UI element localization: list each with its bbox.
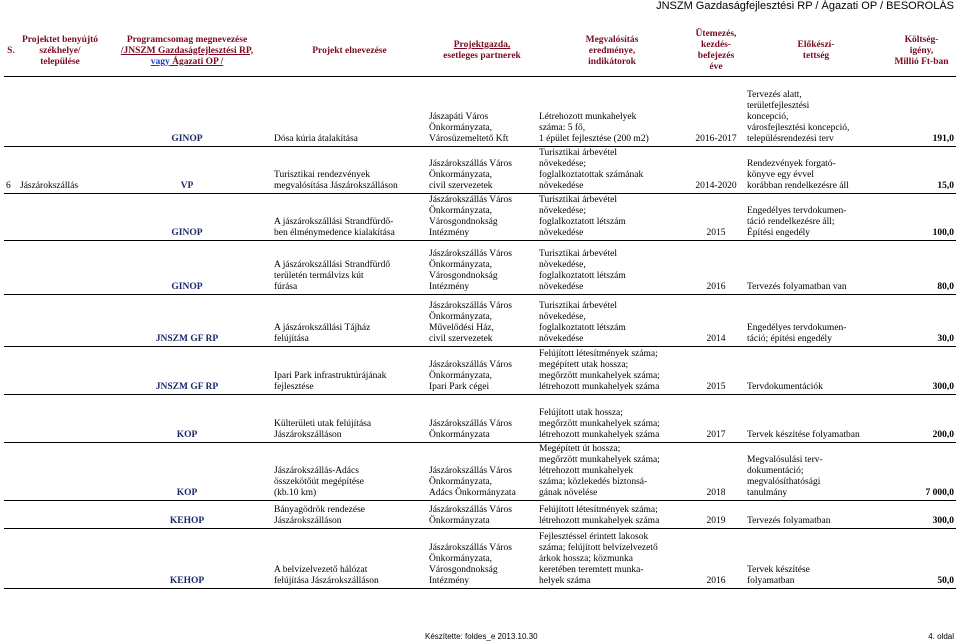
- cell-year: 2015: [687, 194, 745, 241]
- cell-prep: Tervek készítése folyamatban: [745, 395, 887, 443]
- table-row: [4, 241, 956, 295]
- footer-page-number: 4. oldal: [928, 632, 954, 641]
- cell-year: 2019: [687, 501, 745, 529]
- col-header-gazda-line2: esetleges partnerek: [443, 51, 521, 61]
- cell-program: GINOP: [102, 241, 272, 295]
- cell-program: JNSZM GF RP: [102, 347, 272, 395]
- cell-prep: Megvalósulási terv- dokumentáció; megvalósíthatósági tanulmány: [745, 443, 887, 501]
- table-row: [4, 147, 956, 194]
- cell-szekhely: [18, 241, 102, 295]
- cell-cost: 7 000,0: [887, 443, 956, 501]
- cell-szekhely: Jászárokszállás: [18, 147, 102, 194]
- cell-szekhely: [18, 347, 102, 395]
- col-header-gazda-line1: Projektgazda,: [453, 40, 511, 50]
- table-row: [4, 295, 956, 347]
- col-header-sorszam: S.: [4, 26, 18, 77]
- cell-result: Turisztikai árbevétel növekedése, foglalkoztatott létszám növekedése: [537, 295, 687, 347]
- page-header: [0, 0, 960, 14]
- cell-result: Létrehozott munkahelyek száma: 5 fő, 1 épület fejlesztése (200 m2): [537, 77, 687, 147]
- cell-project: Turisztikai rendezvények megvalósítása Jászárokszálláson: [272, 147, 427, 194]
- cell-prep: Engedélyes tervdokumen- táció; építési engedély: [745, 295, 887, 347]
- cell-result: Turisztikai árbevétel növekedése; foglalkoztatottak számának növekedése: [537, 147, 687, 194]
- cell-prep: Tervezés folyamatban van: [745, 241, 887, 295]
- cell-szekhely: [18, 501, 102, 529]
- col-header-projekt: Projekt elnevezése: [272, 26, 427, 77]
- cell-prep: Tervek készítése folyamatban: [745, 529, 887, 589]
- col-header-program-line3: Ágazati OP /: [169, 56, 224, 67]
- col-header-megvalositas: Megvalósítás eredménye, indikátorok: [537, 26, 687, 77]
- col-header-elokeszites: Előkészí- tettség: [745, 26, 887, 77]
- table-row: [4, 529, 956, 589]
- cell-sorszam: 6: [4, 147, 18, 194]
- cell-szekhely: [18, 194, 102, 241]
- cell-program: KOP: [102, 395, 272, 443]
- table-row: [4, 395, 956, 443]
- cell-cost: 100,0: [887, 194, 956, 241]
- cell-prep: Tervdokumentációk: [745, 347, 887, 395]
- cell-project: A belvízelvezető hálózat felújítása Jászárokszálláson: [272, 529, 427, 589]
- cell-result: Felújított létesítmények száma; megépített utak hossza; megőrzött munkahelyek száma; létrehozott munkahelyek száma: [537, 347, 687, 395]
- cell-program: GINOP: [102, 194, 272, 241]
- cell-cost: 30,0: [887, 295, 956, 347]
- cell-project: Bányagödrök rendezése Jászárokszálláson: [272, 501, 427, 529]
- table-header-row: [4, 26, 956, 77]
- cell-owner: Jászárokszállás Város Önkormányzata, Városgondnokság Intézmény: [427, 529, 537, 589]
- cell-prep: Rendezvények forgató- könyve egy évvel korábban rendelkezésre áll: [745, 147, 887, 194]
- cell-sorszam: [4, 295, 18, 347]
- col-header-program-line1: Programcsomag megnevezése: [126, 34, 248, 45]
- cell-program: VP: [102, 147, 272, 194]
- cell-result: Felújított utak hossza; megőrzött munkahelyek száma; létrehozott munkahelyek száma: [537, 395, 687, 443]
- table-row: [4, 194, 956, 241]
- cell-cost: 200,0: [887, 395, 956, 443]
- cell-year: 2016: [687, 529, 745, 589]
- cell-result: Felújított létesítmények száma; létrehozott munkahelyek száma: [537, 501, 687, 529]
- cell-owner: Jászárokszállás Város Önkormányzata, Városgondnokság Intézmény: [427, 241, 537, 295]
- cell-year: 2015: [687, 347, 745, 395]
- cell-szekhely: [18, 529, 102, 589]
- cell-project: A jászárokszállási Strandfürdő területén termálvizs kút fúrása: [272, 241, 427, 295]
- cell-project: Külterületi utak felújítása Jászárokszálláson: [272, 395, 427, 443]
- col-header-koltseg: Költség- igény, Millió Ft-ban: [887, 26, 956, 77]
- cell-project: A jászárokszállási Tájház felújítása: [272, 295, 427, 347]
- cell-project: Dósa kúria átalakítása: [272, 77, 427, 147]
- cell-sorszam: [4, 529, 18, 589]
- cell-result: Turisztikai árbevétel növekedése; foglalkoztatott létszám növekedése: [537, 194, 687, 241]
- table-row: [4, 347, 956, 395]
- cell-cost: 80,0: [887, 241, 956, 295]
- cell-cost: 50,0: [887, 529, 956, 589]
- cell-year: 2017: [687, 395, 745, 443]
- col-header-utemezes: Ütemezés, kezdés- befejezés éve: [687, 26, 745, 77]
- col-header-gazda: [427, 26, 537, 77]
- cell-result: Fejlesztéssel érintett lakosok száma; felújított belvízelvezető árkok hossza; közmunka keretében teremtett munka- helyek száma: [537, 529, 687, 589]
- cell-cost: 300,0: [887, 347, 956, 395]
- cell-result: Turisztikai árbevétel növekedése, foglalkoztatott létszám növekedése: [537, 241, 687, 295]
- col-header-program-line2: /JNSZM Gazdaságfejlesztési RP,: [120, 45, 254, 56]
- cell-project: A jászárokszállási Strandfürdő- ben élménymedence kialakítása: [272, 194, 427, 241]
- cell-sorszam: [4, 77, 18, 147]
- col-header-program-vagy: vagy: [150, 56, 170, 67]
- cell-cost: 191,0: [887, 77, 956, 147]
- cell-prep: Tervezés folyamatban: [745, 501, 887, 529]
- cell-sorszam: [4, 241, 18, 295]
- cell-owner: Jászárokszállás Város Önkormányzata, Adács Önkormányzata: [427, 443, 537, 501]
- cell-szekhely: [18, 443, 102, 501]
- cell-program: KEHOP: [102, 529, 272, 589]
- cell-prep: Tervezés alatt, területfejlesztési koncepció, városfejlesztési koncepció, településrendezési terv: [745, 77, 887, 147]
- cell-szekhely: [18, 395, 102, 443]
- cell-sorszam: [4, 347, 18, 395]
- cell-year: 2016: [687, 241, 745, 295]
- cell-year: 2018: [687, 443, 745, 501]
- cell-sorszam: [4, 194, 18, 241]
- cell-szekhely: [18, 295, 102, 347]
- cell-program: GINOP: [102, 77, 272, 147]
- cell-year: 2014: [687, 295, 745, 347]
- cell-owner: Jászapáti Város Önkormányzata, Városüzemeltető Kft: [427, 77, 537, 147]
- cell-owner: Jászárokszállás Város Önkormányzata, civil szervezetek: [427, 147, 537, 194]
- cell-owner: Jászárokszállás Város Önkormányzata, Ipari Park cégei: [427, 347, 537, 395]
- cell-owner: Jászárokszállás Város Önkormányzata: [427, 395, 537, 443]
- cell-sorszam: [4, 443, 18, 501]
- cell-owner: Jászárokszállás Város Önkormányzata, Városgondnokság Intézmény: [427, 194, 537, 241]
- cell-cost: 300,0: [887, 501, 956, 529]
- cell-owner: Jászárokszállás Város Önkormányzata, Művelődési Ház, civil szervezetek: [427, 295, 537, 347]
- cell-project: Jászárokszállás-Adács összekötőút megépítése (kb.10 km): [272, 443, 427, 501]
- table-row: [4, 443, 956, 501]
- cell-year: 2016-2017: [687, 77, 745, 147]
- cell-sorszam: [4, 395, 18, 443]
- page-header-text: JNSZM Gazdaságfejlesztési RP / Ágazati OP / BESOROLÁS: [656, 0, 954, 12]
- footer-made-by: Készítette: foldes_e 2013.10.30: [425, 632, 538, 641]
- project-table: [4, 26, 956, 589]
- col-header-szekhely: Projektet benyújtó székhelye/ települése: [18, 26, 102, 77]
- cell-year: 2014-2020: [687, 147, 745, 194]
- cell-result: Megépített út hossza; megőrzött munkahelyek száma; létrehozott munkahelyek száma; közlekedés biztonsá- gának növelése: [537, 443, 687, 501]
- cell-cost: 15,0: [887, 147, 956, 194]
- cell-program: JNSZM GF RP: [102, 295, 272, 347]
- cell-owner: Jászárokszállás Város Önkormányzata: [427, 501, 537, 529]
- table-row: [4, 501, 956, 529]
- cell-project: Ipari Park infrastruktúrájának fejlesztése: [272, 347, 427, 395]
- table-row: [4, 77, 956, 147]
- cell-program: KEHOP: [102, 501, 272, 529]
- cell-sorszam: [4, 501, 18, 529]
- cell-prep: Engedélyes tervdokumen- táció rendelkezésre áll; Építési engedély: [745, 194, 887, 241]
- col-header-program: [102, 26, 272, 77]
- cell-program: KOP: [102, 443, 272, 501]
- cell-szekhely: [18, 77, 102, 147]
- page-footer: [0, 632, 960, 644]
